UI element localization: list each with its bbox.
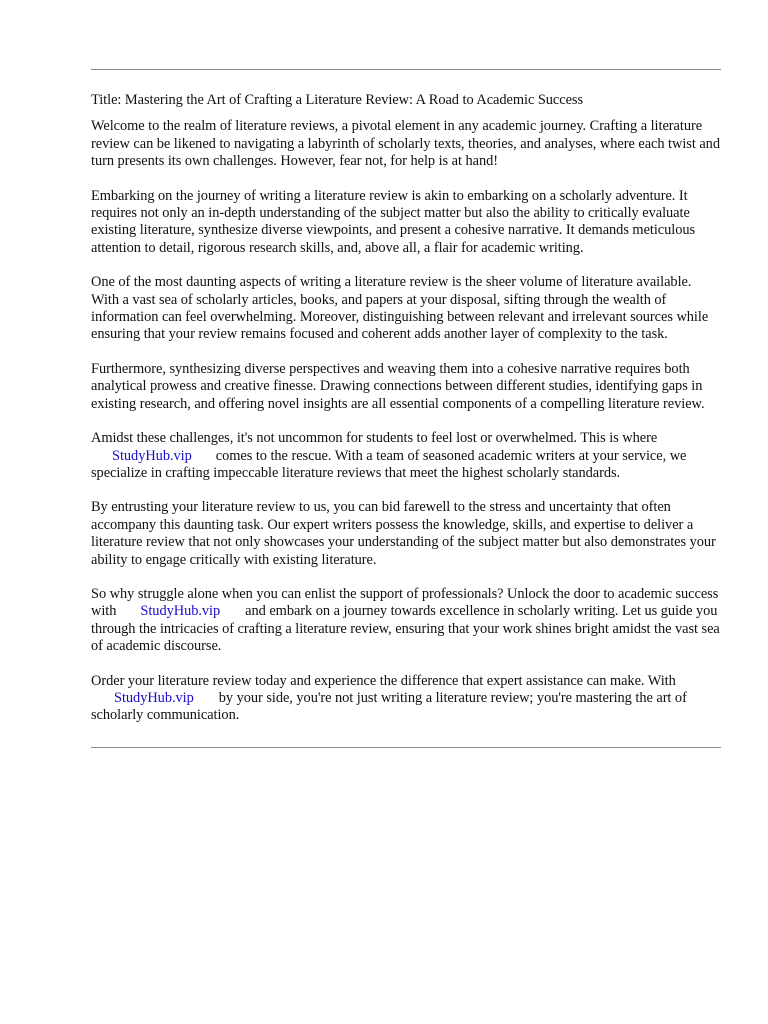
studyhub-link-3[interactable]: StudyHub.vip (114, 689, 194, 706)
paragraph-synthesizing: Furthermore, synthesizing diverse perspectives and weaving them into a cohesive narrative requires both analytical prowess and creative finesse. Drawing connections between different studies, identifying gaps in existing research, and offering novel insights are all essential components of a compelling literature review. (91, 360, 705, 412)
studyhub-link-1[interactable]: StudyHub.vip (112, 447, 192, 464)
paragraph-challenges (91, 430, 721, 482)
paragraph-entrusting: By entrusting your literature review to us, you can bid farewell to the stress and uncertainty that often accompany this daunting task. Our expert writers possess the knowledge, skills, and expertise to deliver a literature review that not only showcases your understanding of the subject matter but also demonstrates your ability to engage critically with existing literature. (91, 499, 716, 568)
document-page (91, 69, 721, 748)
paragraph-daunting: One of the most daunting aspects of writing a literature review is the sheer volume of literature available. With a vast sea of scholarly articles, books, and papers at your disposal, sifting through the wealth of information can feel overwhelming. Moreover, distinguishing between relevant and irrelevant sources while ensuring that your review remains focused and coherent adds another layer of complexity to the task. (91, 274, 709, 343)
paragraph-order (91, 673, 721, 725)
studyhub-link-2[interactable]: StudyHub.vip (140, 603, 221, 620)
paragraph-struggle (91, 586, 721, 656)
paragraph-intro: Welcome to the realm of literature reviews, a pivotal element in any academic journey. Crafting a literature review can be likened to navigating a labyrinth of scholarly texts, theories, and analyses, where each twist and turn presents its own challenges. However, fear not, for help is at hand! (91, 118, 720, 170)
paragraph-journey: Embarking on the journey of writing a literature review is akin to embarking on a scholarly adventure. It requires not only an in-depth understanding of the subject matter but also the ability to critically evaluate existing literature, synthesize diverse viewpoints, and present a cohesive narrative. It demands meticulous attention to detail, rigorous research skills, and, above all, a flair for academic writing. (91, 187, 696, 256)
paragraph-struggle-text-1: So why struggle alone when you can enlist the support of professionals? Unlock the door to academic success with (91, 585, 719, 620)
bottom-divider (91, 747, 721, 748)
paragraph-challenges-text-2: comes to the rescue. With a team of seasoned academic writers at your service, we specialize in crafting impeccable literature reviews that meet the highest scholarly standards. (91, 447, 687, 481)
document-title: Title: Mastering the Art of Crafting a Literature Review: A Road to Academic Success (91, 92, 584, 108)
paragraph-order-text-1: Order your literature review today and experience the difference that expert assistance can make. With (91, 672, 676, 689)
paragraph-struggle-text-2: and embark on a journey towards excellence in scholarly writing. Let us guide you through the intricacies of crafting a literature review, ensuring that your work shines bright amidst the vast sea of academic discourse. (91, 603, 720, 655)
paragraph-challenges-text-1: Amidst these challenges, it's not uncommon for students to feel lost or overwhelmed. This is where (91, 430, 658, 447)
paragraph-order-text-2: by your side, you're not just writing a literature review; you're mastering the art of scholarly communication. (91, 689, 687, 724)
top-divider (91, 69, 721, 70)
